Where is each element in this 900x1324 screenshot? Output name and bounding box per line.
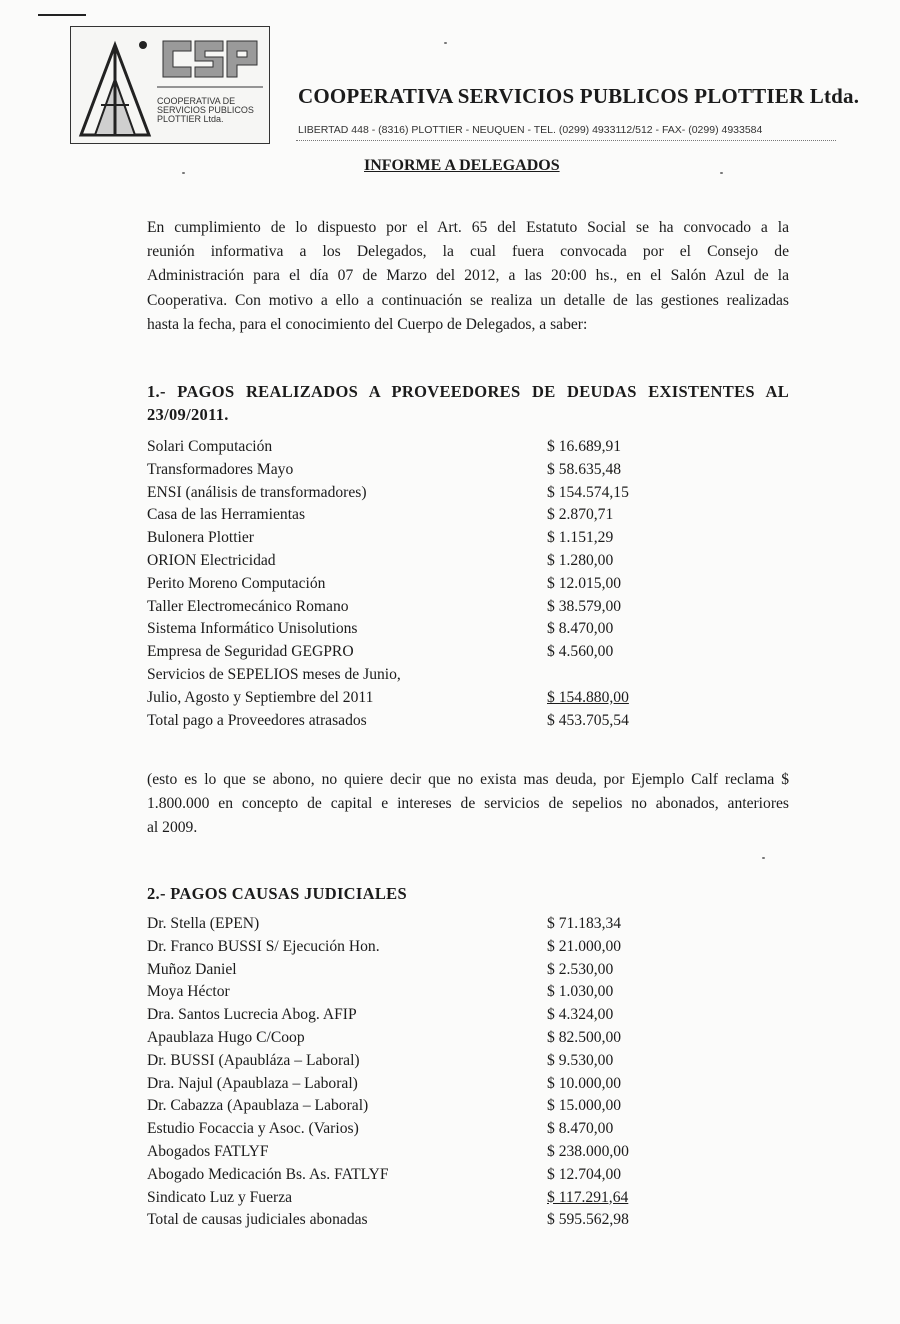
payment-label: Empresa de Seguridad GEGPRO	[147, 643, 354, 661]
intro-line: Cooperativa. Con motivo a ello a continuación se realiza un detalle de las gestiones realizadas	[147, 291, 789, 309]
payment-amount: $ 238.000,00	[547, 1142, 629, 1160]
logo-emblem	[71, 27, 269, 143]
payment-row	[147, 981, 667, 1004]
payment-label: Bulonera Plottier	[147, 529, 254, 547]
payment-label: Apaublaza Hugo C/Coop	[147, 1028, 305, 1046]
scan-speck	[762, 857, 765, 859]
payment-amount: $ 38.579,00	[547, 597, 622, 615]
logo-subtext-line: COOPERATIVA DE	[157, 96, 236, 106]
payment-label: Dra. Santos Lucrecia Abog. AFIP	[147, 1006, 357, 1024]
section1-heading-line: 1.- PAGOS REALIZADOS A PROVEEDORES DE DEUDAS EXISTENTES AL	[147, 382, 789, 401]
payment-row	[147, 436, 667, 459]
payment-row	[147, 1187, 667, 1210]
payment-amount: $ 4.324,00	[547, 1006, 614, 1024]
payment-row	[147, 482, 667, 505]
payment-amount: $ 453.705,54	[547, 711, 629, 729]
payment-label: Total pago a Proveedores atrasados	[147, 711, 367, 729]
payment-amount: $ 8.470,00	[547, 620, 614, 638]
payment-row	[147, 527, 667, 550]
payment-row	[147, 710, 667, 733]
payment-label: Solari Computación	[147, 438, 273, 455]
payment-row	[147, 1004, 667, 1027]
payment-row	[147, 504, 667, 527]
payment-amount: $ 12.704,00	[547, 1165, 622, 1183]
payment-amount: $ 8.470,00	[547, 1120, 614, 1138]
payment-label: Dr. Cabazza (Apaublaza – Laboral)	[147, 1097, 369, 1115]
payment-amount: $ 2.870,71	[547, 506, 614, 524]
payment-row	[147, 641, 667, 664]
note-line: 1.800.000 en concepto de capital e intereses de servicios de sepelios no abonados, anteriores	[147, 795, 789, 813]
note-line: al 2009.	[147, 819, 198, 837]
intro-line: Administración para el día 07 de Marzo del 2012, a las 20:00 hs., en el Salón Azul de la	[147, 267, 789, 285]
payment-row	[147, 596, 667, 619]
payment-row	[147, 1027, 667, 1050]
intro-line: En cumplimiento de lo dispuesto por el Art. 65 del Estatuto Social se ha convocado a la	[147, 219, 789, 236]
payment-amount: $ 16.689,91	[547, 438, 622, 455]
payment-amount: $ 1.280,00	[547, 551, 614, 569]
payment-label: Abogado Medicación Bs. As. FATLYF	[147, 1165, 389, 1183]
payment-row	[147, 959, 667, 982]
payment-label: Abogados FATLYF	[147, 1142, 269, 1160]
supplier-payments-list	[147, 436, 667, 732]
note-paragraph	[147, 768, 789, 841]
payment-amount: $ 71.183,34	[547, 915, 622, 932]
payment-row	[147, 1050, 667, 1073]
scan-speck	[444, 42, 447, 44]
payment-label: ORION Electricidad	[147, 551, 276, 569]
payment-row	[147, 913, 667, 936]
payment-amount: $ 154.574,15	[547, 483, 629, 501]
payment-amount: $ 10.000,00	[547, 1074, 622, 1092]
payment-amount: $ 21.000,00	[547, 937, 622, 955]
logo-subtext-line: PLOTTIER Ltda.	[157, 114, 224, 124]
payment-label: Sistema Informático Unisolutions	[147, 620, 358, 638]
payment-row	[147, 1095, 667, 1118]
intro-line: reunión informativa a los Delegados, la cual fuera convocada por el Consejo de	[147, 243, 789, 261]
payment-label: ENSI (análisis de transformadores)	[147, 483, 367, 501]
payment-amount: $ 12.015,00	[547, 574, 622, 592]
intro-paragraph	[147, 216, 789, 337]
payment-label: Taller Electromecánico Romano	[147, 597, 349, 615]
payment-row	[147, 1209, 667, 1232]
payment-label: Dr. Stella (EPEN)	[147, 915, 260, 932]
payment-amount: $ 82.500,00	[547, 1028, 622, 1046]
payment-label: Casa de las Herramientas	[147, 506, 306, 524]
section2-heading: 2.- PAGOS CAUSAS JUDICIALES	[147, 884, 407, 903]
logo-subtext	[157, 97, 265, 124]
scan-speck	[182, 172, 185, 174]
payment-amount: $ 58.635,48	[547, 460, 622, 478]
payment-label: Sindicato Luz y Fuerza	[147, 1188, 293, 1206]
payment-label: Dr. BUSSI (Apaubláza – Laboral)	[147, 1051, 360, 1069]
payment-label: Estudio Focaccia y Asoc. (Varios)	[147, 1120, 359, 1138]
payment-row	[147, 1118, 667, 1141]
payment-label: Perito Moreno Computación	[147, 574, 326, 592]
payment-amount: $ 2.530,00	[547, 960, 614, 978]
logo-subtext-line: SERVICIOS PUBLICOS	[157, 105, 254, 115]
payment-row	[147, 1164, 667, 1187]
payment-row	[147, 618, 667, 641]
organization-address: LIBERTAD 448 - (8316) PLOTTIER - NEUQUEN - TEL. (0299) 4933112/512 - FAX- (0299) 4933584	[298, 124, 763, 136]
payment-amount: $ 9.530,00	[547, 1051, 614, 1069]
payment-row	[147, 459, 667, 482]
payment-amount: $ 1.151,29	[547, 529, 614, 547]
payment-amount: $ 1.030,00	[547, 983, 614, 1001]
document-title: INFORME A DELEGADOS	[364, 157, 560, 174]
scan-speck	[720, 172, 723, 174]
payment-row	[147, 687, 667, 710]
payment-row	[147, 664, 667, 687]
payment-row	[147, 1141, 667, 1164]
payment-amount: $ 154.880,00	[547, 688, 629, 706]
payment-row	[147, 936, 667, 959]
payment-label: Servicios de SEPELIOS meses de Junio,	[147, 665, 401, 683]
payment-amount: $ 4.560,00	[547, 643, 614, 661]
section1-heading	[147, 380, 789, 426]
payment-amount: $ 117.291,64	[547, 1188, 629, 1206]
judicial-payments-list	[147, 913, 667, 1232]
payment-label: Julio, Agosto y Septiembre del 2011	[147, 688, 374, 706]
payment-label: Total de causas judiciales abonadas	[147, 1211, 368, 1229]
organization-name: COOPERATIVA SERVICIOS PUBLICOS PLOTTIER Ltda.	[298, 84, 860, 108]
payment-row	[147, 550, 667, 573]
header-divider	[296, 140, 836, 141]
intro-line: hasta la fecha, para el conocimiento del Cuerpo de Delegados, a saber:	[147, 315, 588, 333]
payment-label: Muñoz Daniel	[147, 960, 237, 978]
payment-label: Transformadores Mayo	[147, 460, 294, 478]
payment-row	[147, 1073, 667, 1096]
payment-label: Moya Héctor	[147, 983, 230, 1001]
payment-amount: $ 595.562,98	[547, 1211, 629, 1229]
note-line: (esto es lo que se abono, no quiere decir que no exista mas deuda, por Ejemplo Calf reclama $	[147, 771, 789, 788]
payment-label: Dra. Najul (Apaublaza – Laboral)	[147, 1074, 358, 1092]
payment-amount: $ 15.000,00	[547, 1097, 622, 1115]
corner-mark	[38, 14, 86, 16]
cooperative-logo	[70, 26, 270, 144]
section1-heading-line: 23/09/2011.	[147, 405, 229, 424]
payment-label: Dr. Franco BUSSI S/ Ejecución Hon.	[147, 937, 380, 955]
payment-row	[147, 573, 667, 596]
